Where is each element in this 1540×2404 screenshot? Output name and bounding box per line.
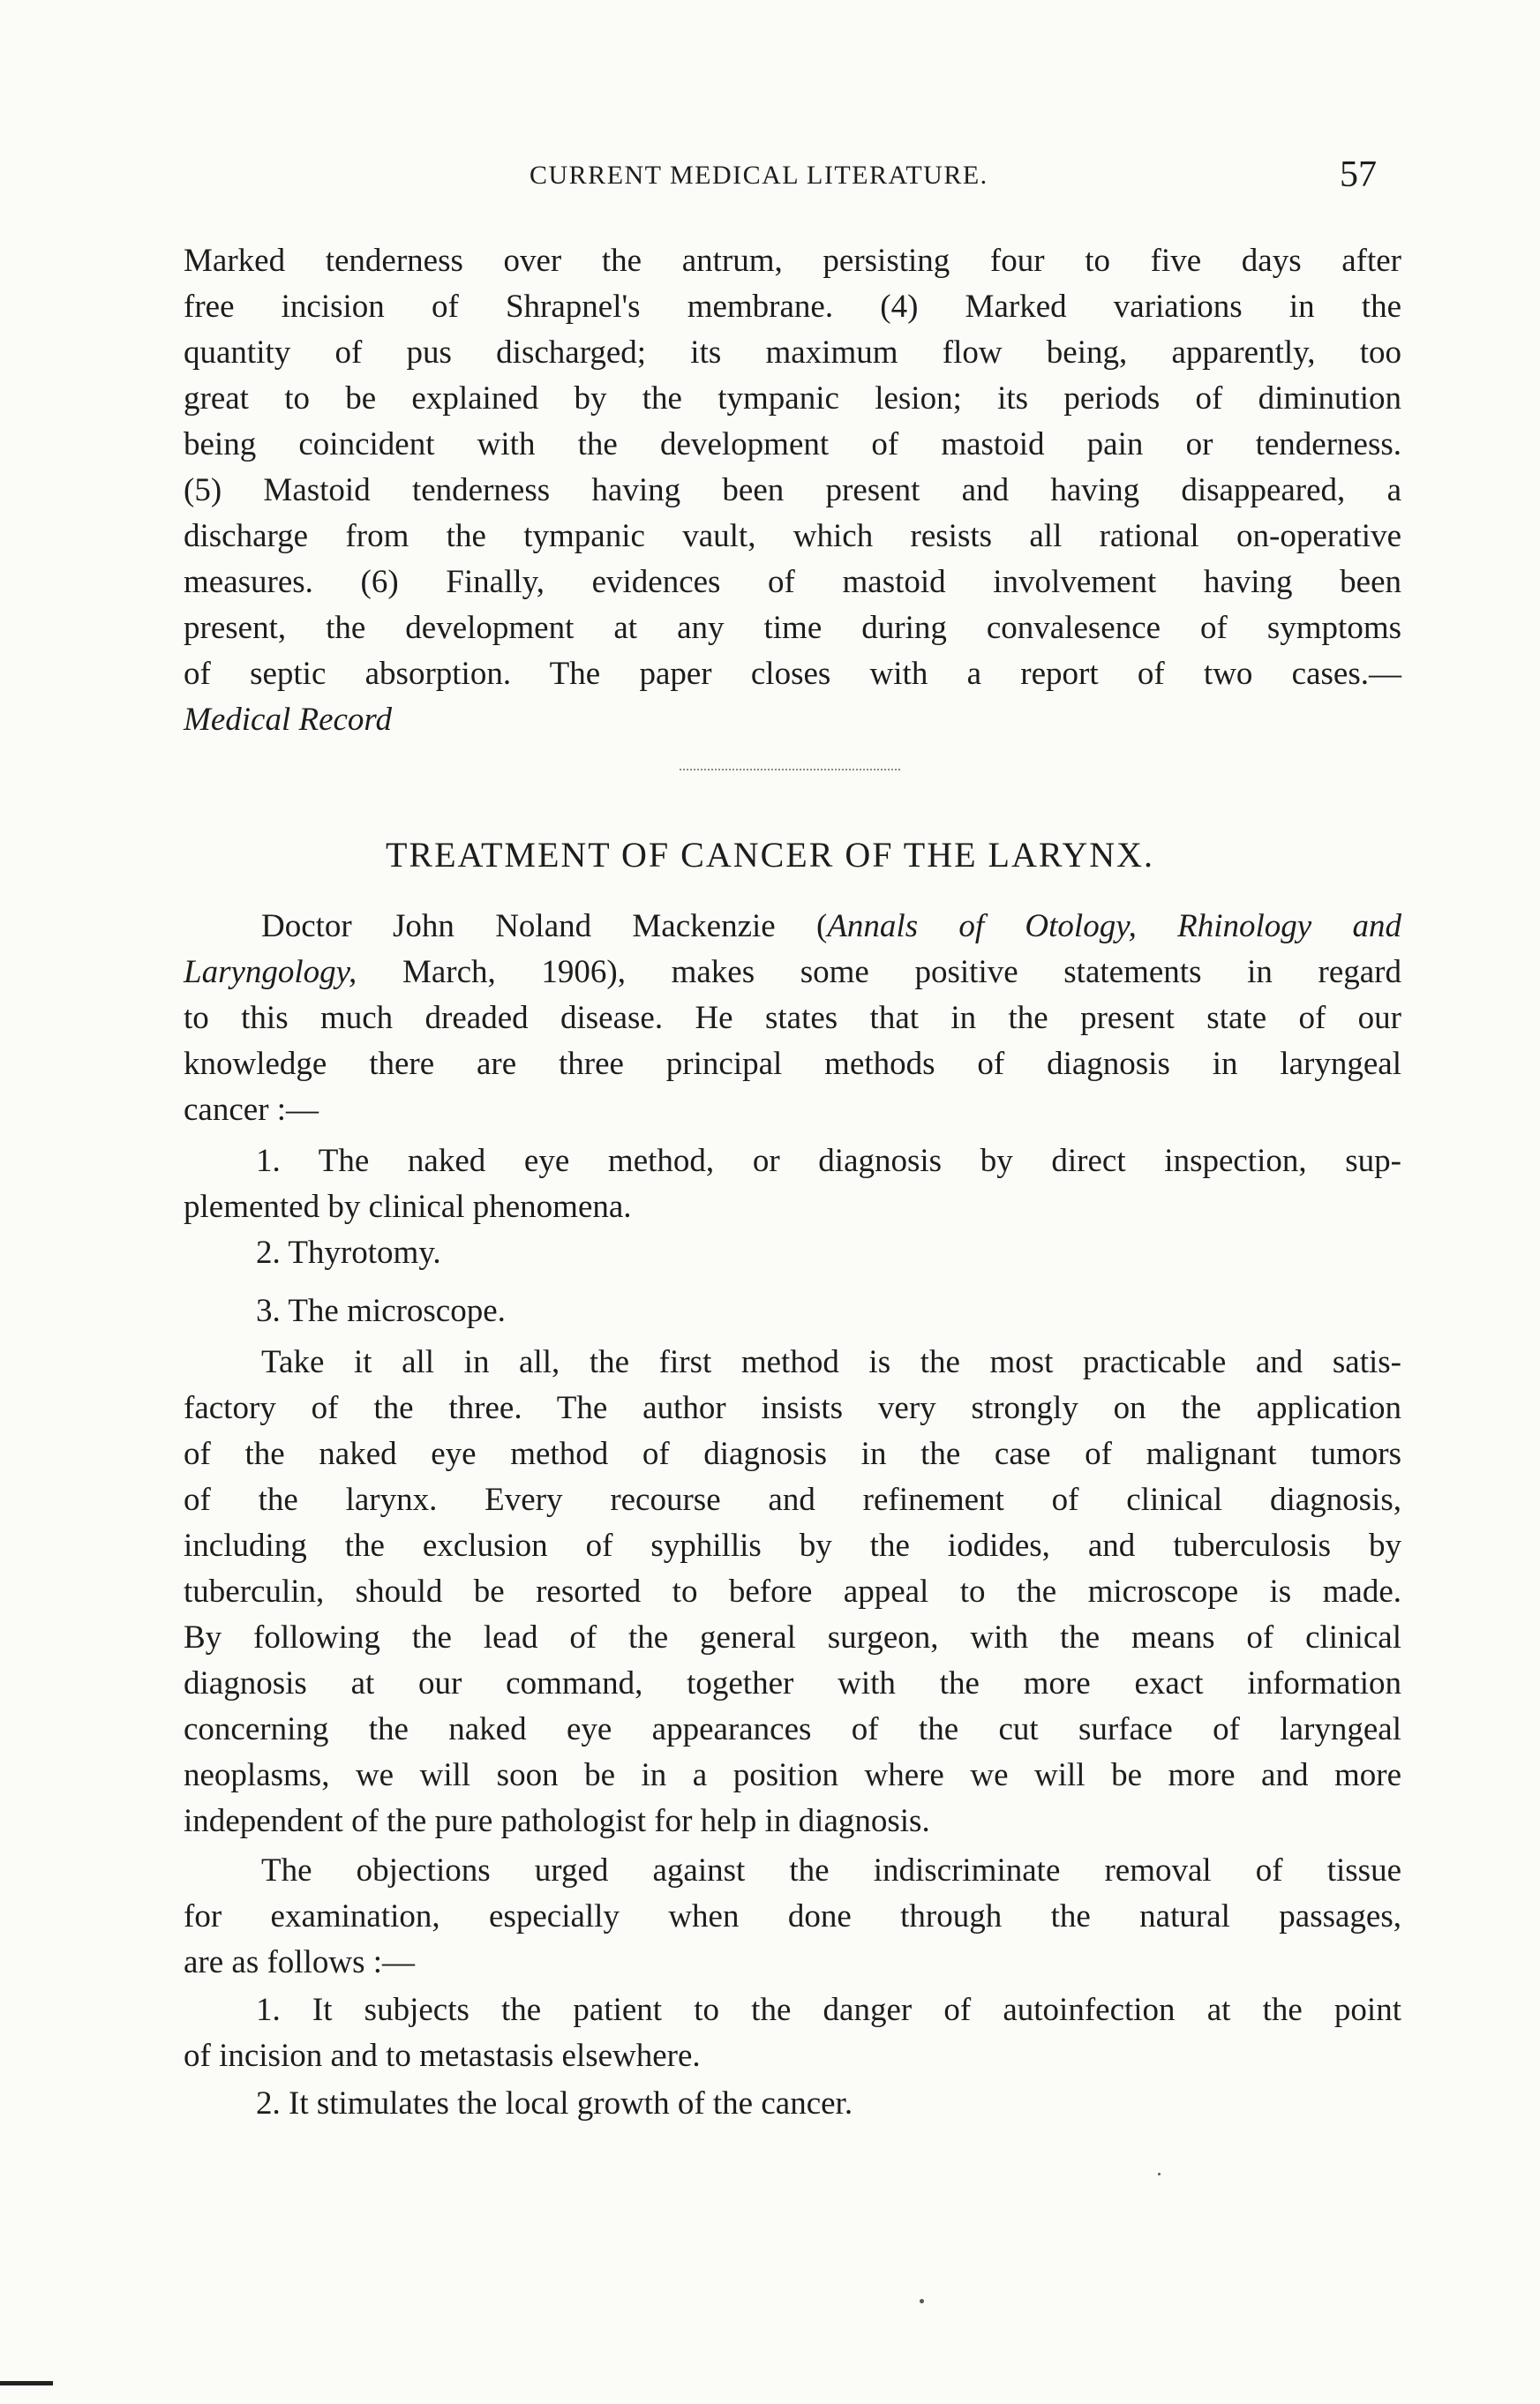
- text-line: plemented by clinical phenomena.: [184, 1189, 632, 1225]
- text-line: neoplasms, we will soon be in a position where we will be more and more: [184, 1757, 1401, 1793]
- text-line: of incision and to metastasis elsewhere.: [184, 2038, 701, 2074]
- text-line: concerning the naked eye appearances of the cut surface of laryngeal: [184, 1711, 1401, 1747]
- paper-speck: [920, 2299, 924, 2303]
- list-item: [184, 2081, 1401, 2127]
- text-line: 1. It subjects the patient to the danger of autoinfection at the point: [256, 1992, 1401, 2028]
- text-line: discharge from the tympanic vault, which resists all rational on-operative: [184, 518, 1401, 554]
- text-line: quantity of pus discharged; its maximum flow being, apparently, too: [184, 334, 1401, 371]
- text-line: including the exclusion of syphillis by the iodides, and tuberculosis by: [184, 1528, 1401, 1564]
- text-line: measures. (6) Finally, evidences of mastoid involvement having been: [184, 564, 1401, 600]
- running-header: CURRENT MEDICAL LITERATURE.: [530, 161, 988, 190]
- text-line: free incision of Shrapnel's membrane. (4) Marked variations in the: [184, 289, 1401, 325]
- paragraph-mastoid-symptoms: [184, 238, 1401, 743]
- text-line: The objections urged against the indiscriminate removal of tissue: [261, 1852, 1401, 1889]
- section-divider: [680, 769, 900, 770]
- text-line: tuberculin, should be resorted to before appeal to the microscope is made.: [184, 1574, 1401, 1610]
- text-line: of the larynx. Every recourse and refinement of clinical diagnosis,: [184, 1482, 1401, 1518]
- scan-edge-mark: [0, 2381, 53, 2385]
- journal-title: Annals of Otology, Rhinology and: [827, 908, 1401, 944]
- text-line: of the naked eye method of diagnosis in the case of malignant tumors: [184, 1436, 1401, 1472]
- text-line: are as follows :—: [184, 1944, 416, 1980]
- text-line: being coincident with the development of mastoid pain or tenderness.: [184, 426, 1401, 462]
- list-item: [184, 1138, 1401, 1230]
- section-title: TREATMENT OF CANCER OF THE LARYNX.: [385, 835, 1155, 875]
- source-citation: Medical Record: [184, 702, 392, 738]
- list-item: [184, 1230, 1401, 1276]
- text-line: Marked tenderness over the antrum, persisting four to five days after: [184, 243, 1401, 279]
- text-line: factory of the three. The author insists very strongly on the application: [184, 1390, 1401, 1426]
- paper-speck: [1158, 2173, 1161, 2175]
- text-line: of septic absorption. The paper closes with a report of two cases.—: [184, 656, 1401, 692]
- page-number: 57: [1340, 154, 1377, 195]
- text-span: March, 1906), makes some positive statements in regard: [357, 954, 1401, 990]
- journal-title: Laryngology,: [184, 954, 357, 990]
- text-line: for examination, especially when done through the natural passages,: [184, 1898, 1401, 1934]
- text-line: to this much dreaded disease. He states that in the present state of our: [184, 1000, 1401, 1036]
- text-line: By following the lead of the general surgeon, with the means of clinical: [184, 1619, 1401, 1656]
- paragraph-naked-eye-method: [184, 1340, 1401, 1844]
- text-line: independent of the pure pathologist for help in diagnosis.: [184, 1803, 930, 1839]
- list-item: [184, 1987, 1401, 2079]
- text-line: 2. It stimulates the local growth of the cancer.: [256, 2085, 853, 2122]
- text-line: diagnosis at our command, together with the more exact information: [184, 1665, 1401, 1702]
- text-line: great to be explained by the tympanic lesion; its periods of diminution: [184, 380, 1401, 417]
- text-line: present, the development at any time during convalesence of symptoms: [184, 610, 1401, 646]
- text-line: 2. Thyrotomy.: [256, 1235, 441, 1271]
- paragraph-intro: [184, 904, 1401, 1133]
- text-line: knowledge there are three principal methods of diagnosis in laryngeal: [184, 1046, 1401, 1082]
- text-line: 3. The microscope.: [256, 1293, 506, 1329]
- text-line: [184, 904, 1401, 950]
- paragraph-objections: [184, 1848, 1401, 1986]
- text-line: [184, 950, 1401, 995]
- text-line: 1. The naked eye method, or diagnosis by direct inspection, sup-: [256, 1143, 1401, 1179]
- text-line: cancer :—: [184, 1092, 319, 1128]
- text-line: Take it all in all, the first method is the most practicable and satis-: [261, 1344, 1401, 1380]
- text-span: Doctor John Noland Mackenzie (: [261, 908, 828, 944]
- text-line: (5) Mastoid tenderness having been present and having disappeared, a: [184, 472, 1401, 508]
- list-item: [184, 1288, 1401, 1334]
